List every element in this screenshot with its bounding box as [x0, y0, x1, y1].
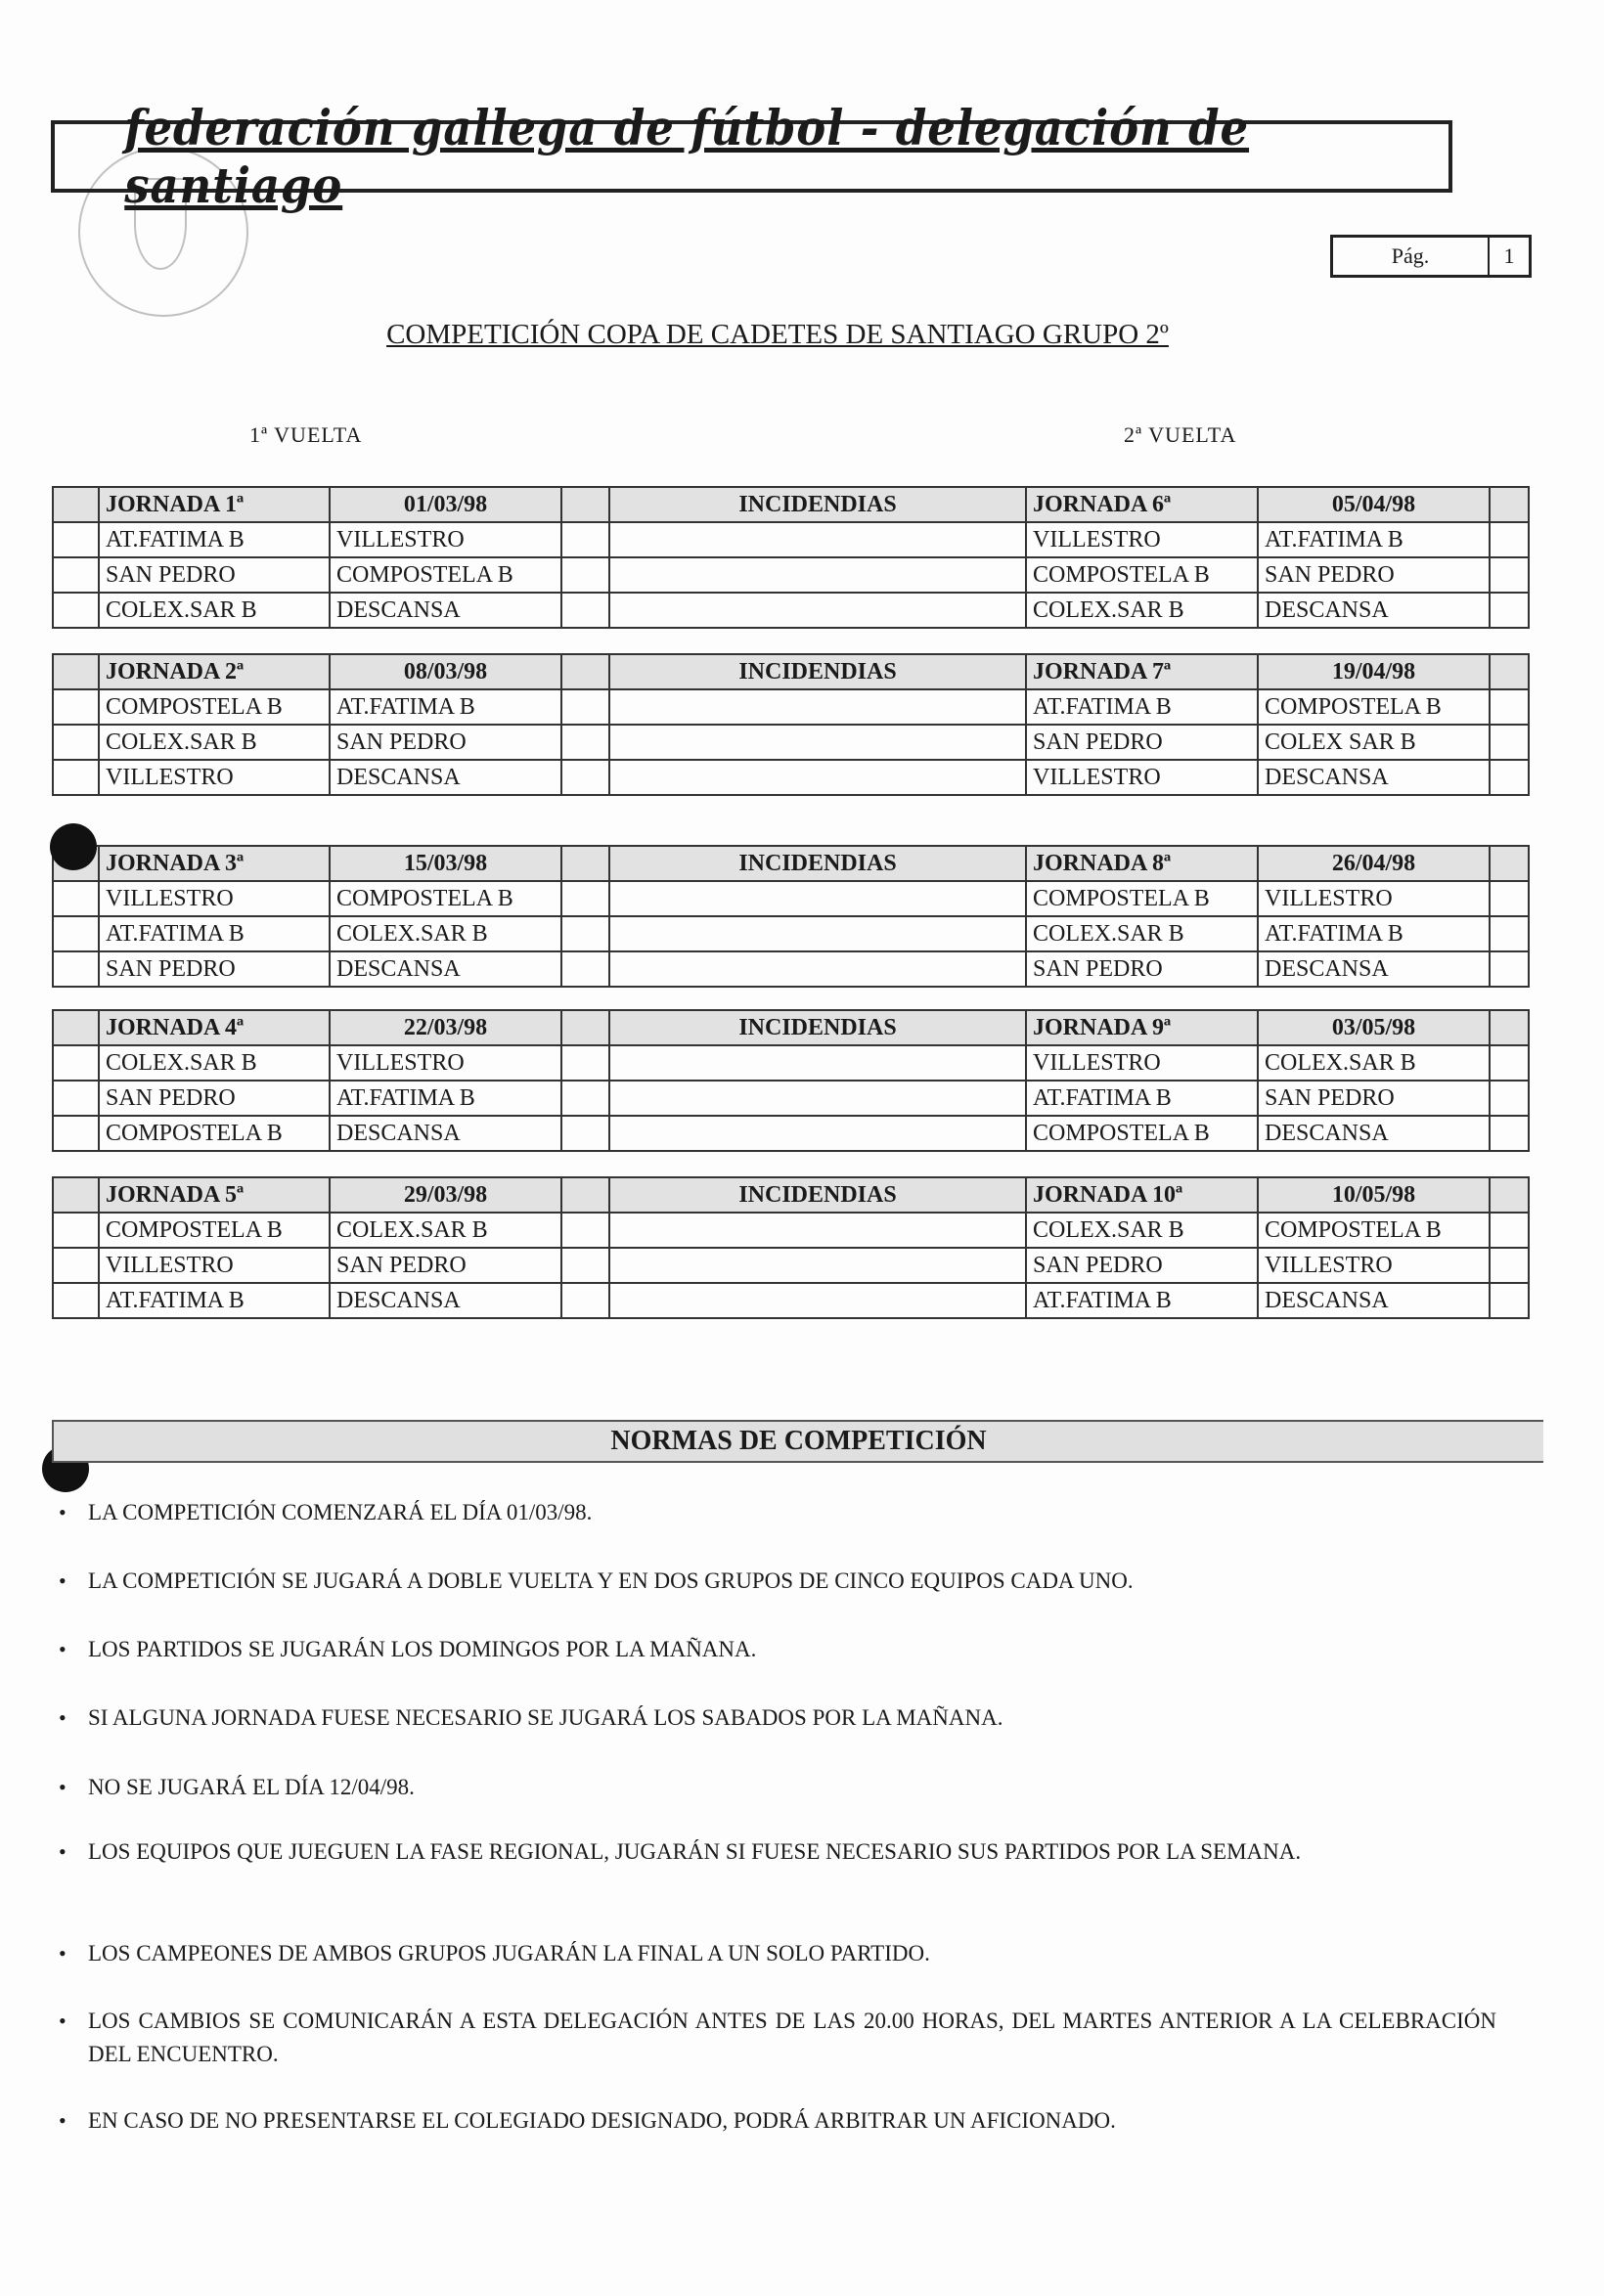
away-team: COMPOSTELA B — [1258, 689, 1490, 725]
match-row — [53, 916, 1529, 951]
home-team: SAN PEDRO — [1026, 951, 1258, 987]
page-number: 1 — [1503, 243, 1515, 268]
letterhead-title: federación gallega de fútbol - delegación de santiago — [124, 99, 1250, 214]
home-team: VILLESTRO — [99, 760, 330, 795]
jornada-label: JORNADA 8ª — [1026, 846, 1258, 881]
match-row — [53, 881, 1529, 916]
jornada-header-row — [53, 487, 1529, 522]
jornada-date: 22/03/98 — [330, 1010, 561, 1045]
rule-item: • LA COMPETICIÓN SE JUGARÁ A DOBLE VUELTA Y EN DOS GRUPOS DE CINCO EQUIPOS CADA UNO. — [88, 1565, 1496, 1598]
away-team: DESCANSA — [330, 951, 561, 987]
jornada-date: 19/04/98 — [1258, 654, 1490, 689]
away-team: DESCANSA — [1258, 760, 1490, 795]
incidencias-cell — [609, 593, 1026, 628]
home-team: COLEX.SAR B — [1026, 916, 1258, 951]
home-team: SAN PEDRO — [99, 557, 330, 593]
incidencias-cell — [609, 557, 1026, 593]
match-row — [53, 725, 1529, 760]
home-team: COMPOSTELA B — [99, 1213, 330, 1248]
match-row — [53, 557, 1529, 593]
home-team: AT.FATIMA B — [99, 916, 330, 951]
jornada-date: 03/05/98 — [1258, 1010, 1490, 1045]
away-team: COMPOSTELA B — [1258, 1213, 1490, 1248]
away-team: DESCANSA — [330, 1283, 561, 1318]
jornada-header-row — [53, 654, 1529, 689]
incidencias-header: INCIDENDIAS — [609, 487, 1026, 522]
away-team: SAN PEDRO — [1258, 1081, 1490, 1116]
jornada-date: 08/03/98 — [330, 654, 561, 689]
home-team: AT.FATIMA B — [1026, 1081, 1258, 1116]
jornada-label: JORNADA 7ª — [1026, 654, 1258, 689]
jornada-label: JORNADA 9ª — [1026, 1010, 1258, 1045]
match-row — [53, 522, 1529, 557]
home-team: AT.FATIMA B — [99, 522, 330, 557]
away-team: SAN PEDRO — [1258, 557, 1490, 593]
incidencias-cell — [609, 1248, 1026, 1283]
jornada-label: JORNADA 2ª — [99, 654, 330, 689]
jornada-table — [52, 486, 1530, 629]
incidencias-cell — [609, 951, 1026, 987]
away-team: DESCANSA — [330, 593, 561, 628]
jornada-header-row — [53, 1177, 1529, 1213]
incidencias-cell — [609, 1116, 1026, 1151]
rule-item: • LOS PARTIDOS SE JUGARÁN LOS DOMINGOS POR LA MAÑANA. — [88, 1633, 1496, 1666]
match-row — [53, 1081, 1529, 1116]
document-title: COMPETICIÓN COPA DE CADETES DE SANTIAGO GRUPO 2º — [386, 319, 1169, 350]
home-team: VILLESTRO — [99, 1248, 330, 1283]
punch-hole-mark — [50, 823, 97, 870]
match-row — [53, 593, 1529, 628]
home-team: VILLESTRO — [99, 881, 330, 916]
page-number-box — [1330, 235, 1532, 278]
away-team: COLEX.SAR B — [330, 916, 561, 951]
away-team: DESCANSA — [1258, 1283, 1490, 1318]
home-team: SAN PEDRO — [1026, 1248, 1258, 1283]
jornada-date: 10/05/98 — [1258, 1177, 1490, 1213]
incidencias-cell — [609, 1081, 1026, 1116]
jornada-label: JORNADA 10ª — [1026, 1177, 1258, 1213]
away-team: COMPOSTELA B — [330, 881, 561, 916]
rule-item: • SI ALGUNA JORNADA FUESE NECESARIO SE JUGARÁ LOS SABADOS POR LA MAÑANA. — [88, 1701, 1496, 1735]
away-team: AT.FATIMA B — [1258, 522, 1490, 557]
jornada-label: JORNADA 1ª — [99, 487, 330, 522]
home-team: AT.FATIMA B — [1026, 689, 1258, 725]
jornada-label: JORNADA 4ª — [99, 1010, 330, 1045]
home-team: SAN PEDRO — [1026, 725, 1258, 760]
away-team: DESCANSA — [1258, 593, 1490, 628]
home-team: VILLESTRO — [1026, 760, 1258, 795]
home-team: COLEX.SAR B — [1026, 593, 1258, 628]
home-team: SAN PEDRO — [99, 951, 330, 987]
away-team: VILLESTRO — [330, 522, 561, 557]
incidencias-cell — [609, 1283, 1026, 1318]
jornada-label: JORNADA 6ª — [1026, 487, 1258, 522]
away-team: VILLESTRO — [330, 1045, 561, 1081]
incidencias-cell — [609, 725, 1026, 760]
incidencias-header: INCIDENDIAS — [609, 1010, 1026, 1045]
jornada-label: JORNADA 3ª — [99, 846, 330, 881]
letterhead-banner — [51, 99, 1452, 214]
away-team: COLEX.SAR B — [330, 1213, 561, 1248]
away-team: DESCANSA — [1258, 951, 1490, 987]
home-team: VILLESTRO — [1026, 522, 1258, 557]
home-team: AT.FATIMA B — [1026, 1283, 1258, 1318]
home-team: COMPOSTELA B — [99, 689, 330, 725]
match-row — [53, 1116, 1529, 1151]
away-team: AT.FATIMA B — [330, 1081, 561, 1116]
home-team: SAN PEDRO — [99, 1081, 330, 1116]
match-row — [53, 1213, 1529, 1248]
rule-item: • LOS CAMBIOS SE COMUNICARÁN A ESTA DELEGACIÓN ANTES DE LAS 20.00 HORAS, DEL MARTES ANTERIOR A LA CELEBRACIÓN DEL ENCUENTRO. — [88, 2005, 1496, 2071]
jornada-header-row — [53, 846, 1529, 881]
home-team: AT.FATIMA B — [99, 1283, 330, 1318]
away-team: DESCANSA — [1258, 1116, 1490, 1151]
rule-item: • LOS CAMPEONES DE AMBOS GRUPOS JUGARÁN LA FINAL A UN SOLO PARTIDO. — [88, 1937, 1496, 1970]
incidencias-cell — [609, 916, 1026, 951]
home-team: COMPOSTELA B — [1026, 557, 1258, 593]
jornada-table — [52, 1009, 1530, 1152]
home-team: COLEX.SAR B — [99, 725, 330, 760]
rule-item: • LOS EQUIPOS QUE JUEGUEN LA FASE REGIONAL, JUGARÁN SI FUESE NECESARIO SUS PARTIDOS POR LA SEMANA. — [88, 1835, 1496, 1869]
incidencias-cell — [609, 1213, 1026, 1248]
incidencias-header: INCIDENDIAS — [609, 654, 1026, 689]
away-team: VILLESTRO — [1258, 881, 1490, 916]
home-team: COLEX.SAR B — [1026, 1213, 1258, 1248]
page-label: Pág. — [1333, 238, 1490, 275]
incidencias-header: INCIDENDIAS — [609, 846, 1026, 881]
incidencias-cell — [609, 522, 1026, 557]
home-team: COLEX.SAR B — [99, 1045, 330, 1081]
home-team: COMPOSTELA B — [99, 1116, 330, 1151]
second-round-label: 2ª VUELTA — [1124, 422, 1237, 447]
incidencias-header: INCIDENDIAS — [609, 1177, 1026, 1213]
rule-item: • EN CASO DE NO PRESENTARSE EL COLEGIADO DESIGNADO, PODRÁ ARBITRAR UN AFICIONADO. — [88, 2104, 1496, 2138]
away-team: DESCANSA — [330, 760, 561, 795]
incidencias-cell — [609, 1045, 1026, 1081]
jornada-date: 05/04/98 — [1258, 487, 1490, 522]
incidencias-cell — [609, 881, 1026, 916]
rule-item: • LA COMPETICIÓN COMENZARÁ EL DÍA 01/03/98. — [88, 1496, 1496, 1529]
jornada-label: JORNADA 5ª — [99, 1177, 330, 1213]
rule-item: • NO SE JUGARÁ EL DÍA 12/04/98. — [88, 1771, 1496, 1804]
incidencias-cell — [609, 760, 1026, 795]
away-team: SAN PEDRO — [330, 725, 561, 760]
away-team: AT.FATIMA B — [1258, 916, 1490, 951]
match-row — [53, 1248, 1529, 1283]
jornada-date: 01/03/98 — [330, 487, 561, 522]
away-team: COMPOSTELA B — [330, 557, 561, 593]
away-team: COLEX SAR B — [1258, 725, 1490, 760]
away-team: SAN PEDRO — [330, 1248, 561, 1283]
away-team: DESCANSA — [330, 1116, 561, 1151]
home-team: VILLESTRO — [1026, 1045, 1258, 1081]
jornada-table — [52, 845, 1530, 988]
rules-heading: NORMAS DE COMPETICIÓN — [52, 1420, 1543, 1463]
first-round-label: 1ª VUELTA — [249, 422, 363, 447]
jornada-date: 26/04/98 — [1258, 846, 1490, 881]
match-row — [53, 760, 1529, 795]
home-team: COLEX.SAR B — [99, 593, 330, 628]
jornada-date: 29/03/98 — [330, 1177, 561, 1213]
match-row — [53, 1283, 1529, 1318]
incidencias-cell — [609, 689, 1026, 725]
home-team: COMPOSTELA B — [1026, 1116, 1258, 1151]
match-row — [53, 951, 1529, 987]
jornada-header-row — [53, 1010, 1529, 1045]
away-team: COLEX.SAR B — [1258, 1045, 1490, 1081]
home-team: COMPOSTELA B — [1026, 881, 1258, 916]
jornada-table — [52, 653, 1530, 796]
match-row — [53, 689, 1529, 725]
jornada-table — [52, 1176, 1530, 1319]
match-row — [53, 1045, 1529, 1081]
away-team: VILLESTRO — [1258, 1248, 1490, 1283]
away-team: AT.FATIMA B — [330, 689, 561, 725]
jornada-date: 15/03/98 — [330, 846, 561, 881]
